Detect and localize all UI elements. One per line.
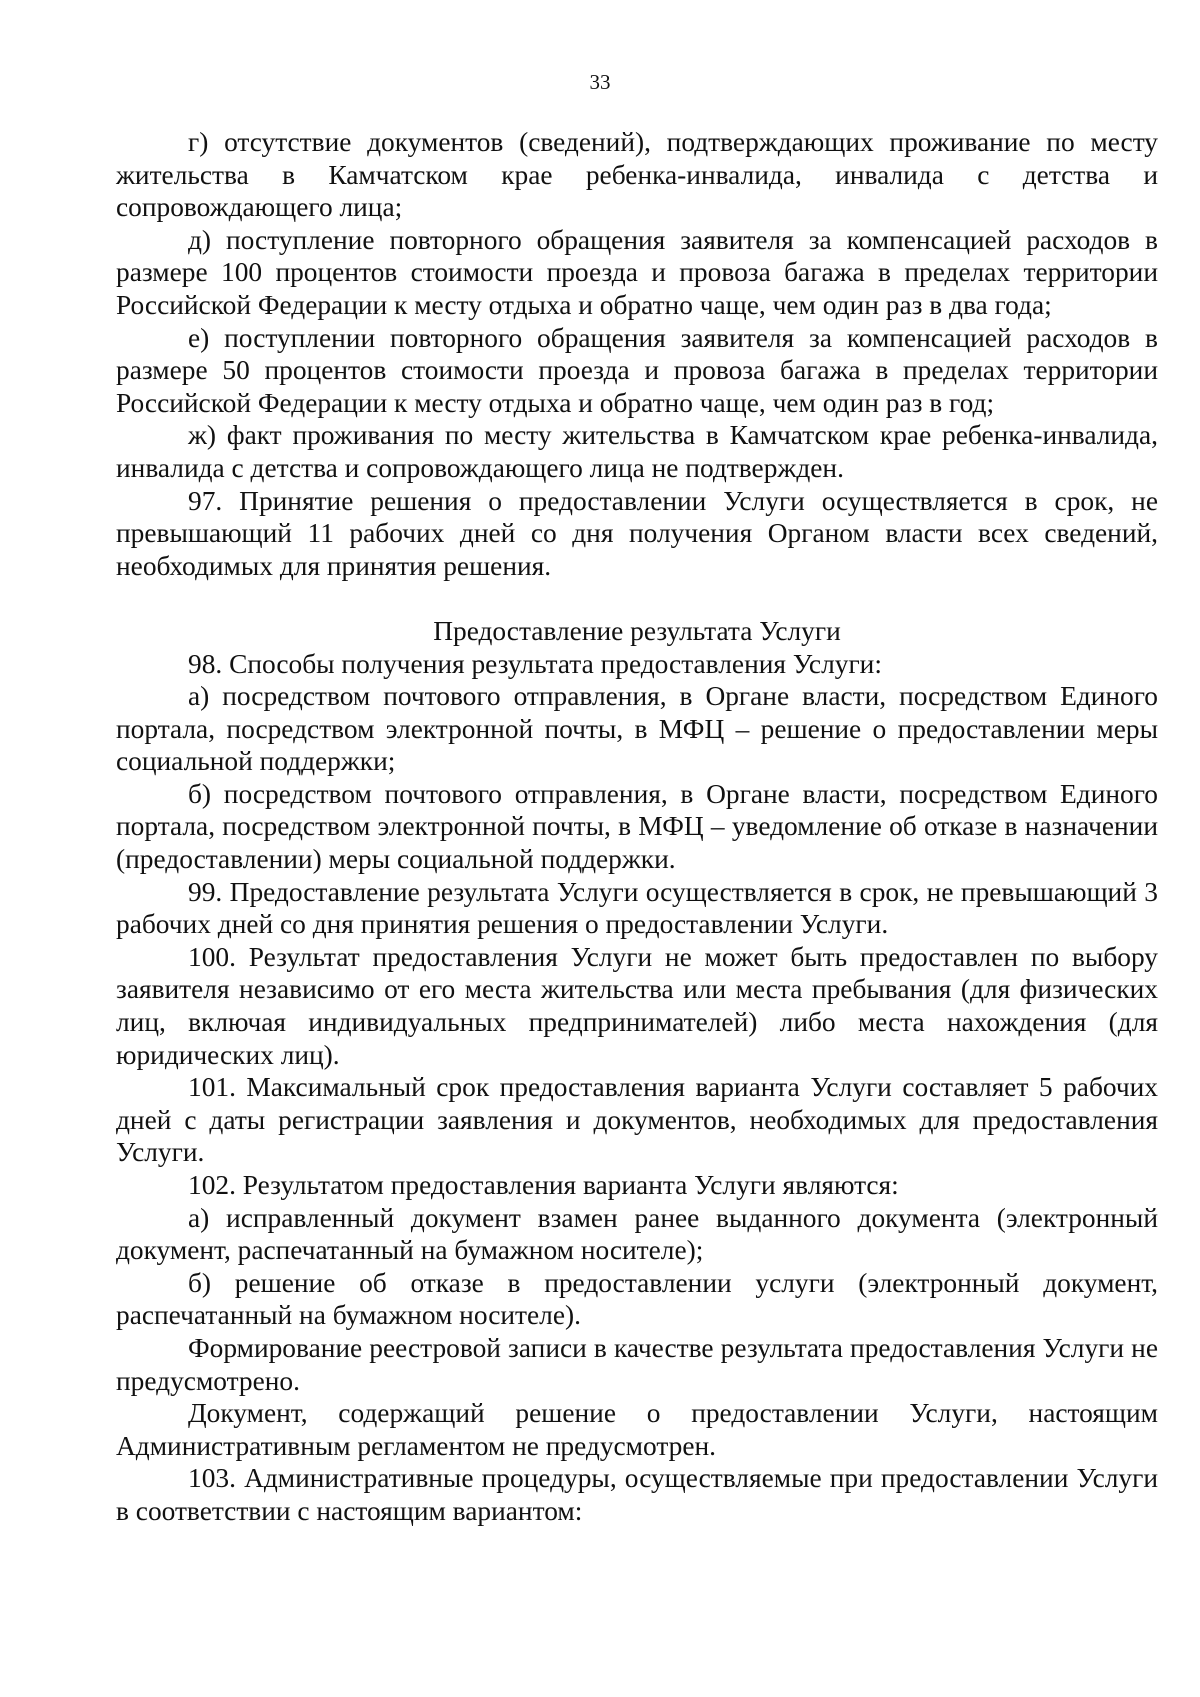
paragraph-102: 102. Результатом предоставления варианта Услуги являются: xyxy=(188,1170,899,1200)
section-heading: Предоставление результата Услуги xyxy=(433,615,841,646)
paragraph-98-b: б) посредством почтового отправления, в Органе власти, посредством Единого портала, посредством электронной почты, в МФЦ – уведомление об отказе в назначении (предоставлении) меры социальной поддержки. xyxy=(116,778,1158,875)
paragraph-item-d: д) поступление повторного обращения заявителя за компенсацией расходов в размере 100 процентов стоимости проезда и провоза багажа в пределах территории Российской Федерации к месту отдыха и обратно чаще, чем один раз в два года; xyxy=(116,224,1158,320)
paragraph-98-a: а) посредством почтового отправления, в Органе власти, посредством Единого портала, посредством электронной почты, в МФЦ – решение о предоставлении меры социальной поддержки; xyxy=(116,681,1158,777)
paragraph-item-zh: ж) факт проживания по месту жительства в Камчатском крае ребенка-инвалида, инвалида с детства и сопровождающего лица не подтвержден. xyxy=(116,420,1158,483)
paragraph-103: 103. Административные процедуры, осуществляемые при предоставлении Услуги в соответствии с настоящим вариантом: xyxy=(116,1463,1158,1526)
paragraph-99: 99. Предоставление результата Услуги осуществляется в срок, не превышающий 3 рабочих дней со дня принятия решения о предоставлении Услуги. xyxy=(116,876,1158,940)
paragraph-98: 98. Способы получения результата предоставления Услуги: xyxy=(188,648,882,679)
paragraph-101: 101. Максимальный срок предоставления варианта Услуги составляет 5 рабочих дней с даты регистрации заявления и документов, необходимых для предоставления Услуги. xyxy=(116,1072,1158,1168)
paragraph-registry-note: Формирование реестровой записи в качестве результата предоставления Услуги не предусмотрено. xyxy=(116,1332,1158,1396)
paragraph-102-a: а) исправленный документ взамен ранее выданного документа (электронный документ, распечатанный на бумажном носителе); xyxy=(116,1202,1158,1266)
paragraph-item-e: е) поступлении повторного обращения заявителя за компенсацией расходов в размере 50 процентов стоимости проезда и провоза багажа в пределах территории Российской Федерации к месту отдыха и обратно чаще, чем один раз в год; xyxy=(116,322,1158,418)
paragraph-97: 97. Принятие решения о предоставлении Услуги осуществляется в срок, не превышающий 11 рабочих дней со дня получения Органом власти всех сведений, необходимых для принятия решения. xyxy=(116,485,1158,581)
paragraph-document-note: Документ, содержащий решение о предоставлении Услуги, настоящим Административным регламентом не предусмотрен. xyxy=(116,1398,1158,1461)
paragraph-100: 100. Результат предоставления Услуги не может быть предоставлен по выбору заявителя независимо от его места жительства или места пребывания (для физических лиц, включая индивидуальных предпринимателей) либо места нахождения (для юридических лиц). xyxy=(116,941,1158,1070)
paragraph-item-g: г) отсутствие документов (сведений), подтверждающих проживание по месту жительства в Камчатском крае ребенка-инвалида, инвалида с детства и сопровождающего лица; xyxy=(116,127,1158,223)
page-number: 33 xyxy=(589,70,611,94)
document-body xyxy=(116,126,1158,1528)
paragraph-102-b: б) решение об отказе в предоставлении услуги (электронный документ, распечатанный на бумажном носителе). xyxy=(116,1267,1158,1331)
